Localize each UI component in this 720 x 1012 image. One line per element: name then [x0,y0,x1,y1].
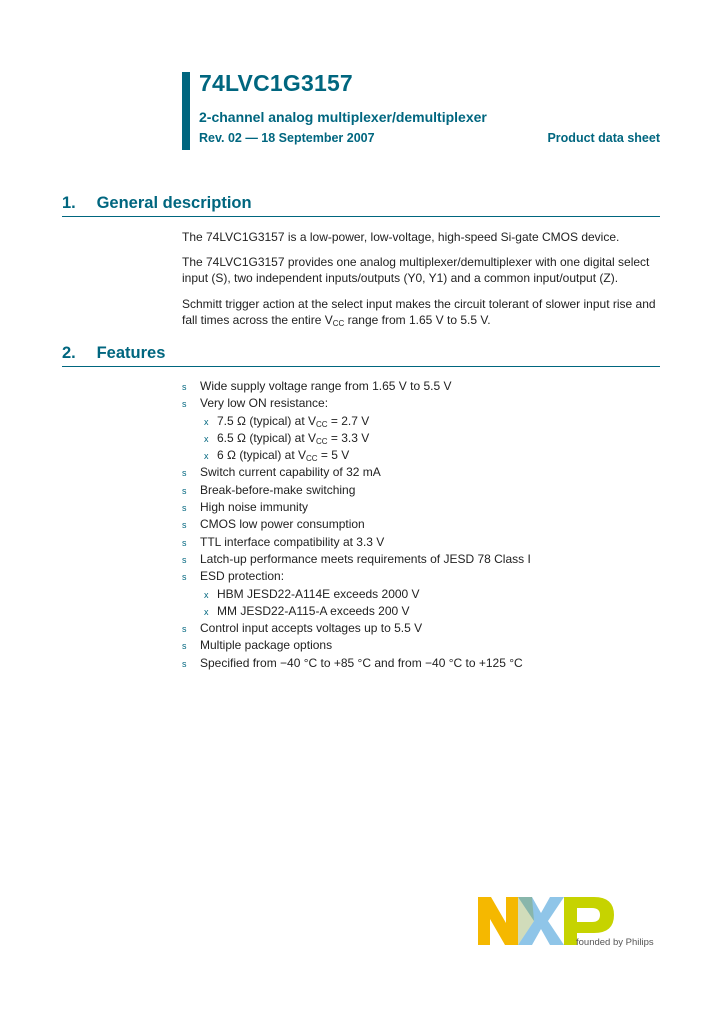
bullet-icon: s [182,658,187,669]
bullet-icon: s [182,468,187,479]
section-number: 2. [62,344,76,362]
sub-list-item: x MM JESD22-A115-A exceeds 200 V [182,603,662,620]
bullet-icon: s [182,624,187,635]
bullet-icon: s [182,520,187,531]
section-number: 1. [62,194,76,212]
list-item: s TTL interface compatibility at 3.3 V [182,534,662,551]
bullet-icon: s [182,641,187,652]
list-item: s Very low ON resistance: [182,395,662,412]
paragraph-line: fall times across the entire V [182,313,333,327]
list-item: s Switch current capability of 32 mA [182,464,662,481]
sub-bullet-icon: x [204,433,209,444]
paragraph-line: Schmitt trigger action at the select input makes the circuit tolerant of slower input rise and [182,297,656,311]
list-item: s Break-before-make switching [182,482,662,499]
sub-list-item: x 7.5 Ω (typical) at $V_{CC} = 2.7$ V [204,413,370,429]
list-item: s Specified from −40 °C to +85 °C and from −40 °C to +125 °C [182,655,662,672]
bullet-icon: s [182,572,187,583]
logo-tagline: founded by Philips [576,937,654,948]
list-item: s ESD protection: [182,568,662,585]
list-item: s Multiple package options [182,637,662,654]
sub-bullet-icon: x [204,451,209,462]
sub-list-item: x 6.5 Ω (typical) at $V_{CC} = 3.3$ V [204,430,370,446]
bullet-icon: s [182,382,187,392]
section-heading-features [62,344,660,367]
bullet-icon: s [182,537,187,548]
bullet-icon: s [182,485,187,496]
sub-bullet-icon: x [204,416,209,427]
document-subtitle: 2-channel analog multiplexer/demultiplexer [199,109,487,125]
list-item: s Wide supply voltage range from 1.65 V to 5.5 V [182,378,662,395]
bullet-icon: s [182,399,187,410]
paragraph-intro: The 74LVC1G3157 is a low-power, low-voltage, high-speed Si-gate CMOS device. [182,230,620,244]
bullet-icon: s [182,554,187,565]
list-item: s Control input accepts voltages up to 5.5 V [182,620,662,637]
logo-letter-n [478,897,518,945]
paragraph-line: range from 1.65 V to 5.5 V. [344,313,491,327]
features-list [182,378,662,672]
subscript: CC [332,319,345,328]
list-item: s High noise immunity [182,499,662,516]
list-item: s CMOS low power consumption [182,516,662,533]
paragraph-line: input (S), two independent inputs/outputs (Y0, Y1) and a common input/output (Z). [182,271,619,285]
revision-info: Rev. 02 — 18 September 2007 [199,131,375,145]
section-title: Features [96,344,166,362]
section-heading-general-description [62,194,660,217]
sub-bullet-icon: x [204,589,209,600]
header-accent-bar [182,72,190,150]
section-title: General description [96,194,252,212]
document-type: Product data sheet [547,131,660,145]
sub-list-item: x 6 Ω (typical) at $V_{CC} = 5$ V [204,448,350,464]
paragraph-schmitt-trigger [182,296,662,332]
paragraph-description [182,254,662,286]
bullet-icon: s [182,503,187,514]
sub-bullet-icon: x [204,606,209,617]
list-item: s Latch-up performance meets requirements of JESD 78 Class I [182,551,662,568]
sub-list-item: x HBM JESD22-A114E exceeds 2000 V [182,586,662,603]
document-title: 74LVC1G3157 [199,70,353,96]
paragraph-line: The 74LVC1G3157 provides one analog multiplexer/demultiplexer with one digital select [182,255,650,269]
